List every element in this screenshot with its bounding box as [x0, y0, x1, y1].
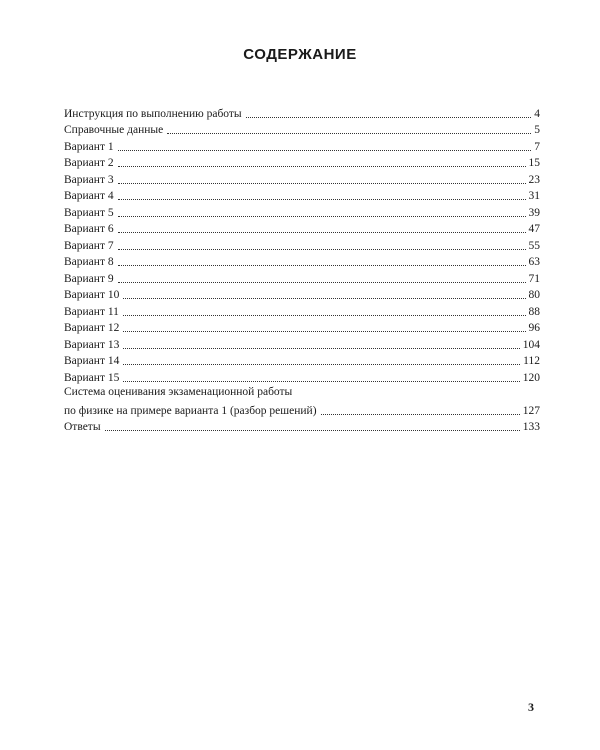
toc-entry-label: Вариант 1	[64, 140, 114, 153]
toc-entry-label: Вариант 10	[64, 289, 120, 301]
toc-entry-label: Вариант 2	[64, 157, 114, 169]
toc-entry	[64, 203, 540, 220]
toc-entry	[64, 187, 540, 204]
toc-leader-dots	[123, 314, 526, 316]
toc-entry	[64, 220, 540, 237]
toc-leader-dots	[123, 347, 519, 349]
toc-entry-page: 23	[528, 173, 540, 186]
toc-entry-page: 127	[522, 404, 540, 417]
toc-entry	[64, 137, 540, 154]
toc-entry-label: Вариант 3	[64, 173, 114, 186]
toc-entry	[64, 418, 540, 435]
toc-entry-label: Вариант 9	[64, 272, 114, 285]
toc-leader-dots	[118, 182, 526, 184]
toc-leader-dots	[118, 198, 526, 200]
toc-leader-dots	[118, 281, 526, 283]
toc-entry-page: 120	[522, 371, 540, 384]
toc-entry-label: Справочные данные	[64, 124, 164, 136]
toc-leader-dots	[123, 297, 525, 299]
toc-entry-label: по физике на примере варианта 1 (разбор решений)	[64, 404, 317, 417]
toc-leader-dots	[321, 413, 520, 415]
toc-leader-dots	[118, 248, 526, 250]
toc-entry-label: Вариант 14	[64, 355, 120, 367]
toc-entry-page: 7	[534, 140, 540, 153]
toc-leader-dots	[123, 363, 520, 365]
toc-entry-page: 80	[528, 289, 540, 301]
toc-entry-label: Вариант 15	[64, 371, 120, 384]
toc-entry-page: 88	[528, 305, 540, 318]
toc-entry	[64, 401, 540, 418]
toc-entry-page: 133	[522, 421, 540, 433]
toc-entry-page: 31	[528, 190, 540, 202]
toc-entry	[64, 352, 540, 369]
toc-entry	[64, 154, 540, 171]
page-title: СОДЕРЖАНИЕ	[243, 46, 357, 63]
toc-entry	[64, 170, 540, 187]
table-of-contents	[64, 104, 540, 434]
toc-entry	[64, 335, 540, 352]
toc-entry-page: 63	[528, 256, 540, 268]
toc-entry	[64, 302, 540, 319]
toc-entry-label: Вариант 11	[64, 305, 119, 318]
toc-entry-label: Вариант 5	[64, 206, 114, 219]
toc-leader-dots	[123, 330, 525, 332]
toc-leader-dots	[118, 165, 526, 167]
toc-entry-label: Вариант 8	[64, 256, 114, 268]
toc-leader-dots	[246, 116, 532, 118]
page-number: 3	[528, 700, 534, 714]
toc-entry-label: Инструкция по выполнению работы	[64, 107, 242, 120]
toc-leader-dots	[105, 429, 520, 431]
toc-entry-label: Вариант 13	[64, 338, 120, 351]
toc-entry	[64, 286, 540, 303]
toc-entry	[64, 319, 540, 336]
toc-entry-page: 39	[528, 206, 540, 219]
toc-entry-page: 55	[528, 239, 540, 252]
toc-entry	[64, 253, 540, 270]
toc-entry-page: 96	[528, 322, 540, 334]
toc-entry-page: 47	[528, 223, 540, 235]
toc-entry-page: 104	[522, 338, 540, 351]
toc-leader-dots	[118, 215, 526, 217]
toc-entry-label: Вариант 7	[64, 239, 114, 252]
toc-leader-dots	[123, 380, 519, 382]
toc-entry-line1	[64, 385, 540, 402]
toc-entry-page: 5	[534, 124, 540, 136]
toc-entry-page: 15	[528, 157, 540, 169]
toc-leader-dots	[118, 231, 526, 233]
toc-entry-label: Вариант 6	[64, 223, 114, 235]
toc-entry	[64, 104, 540, 121]
toc-entry-label: Вариант 4	[64, 190, 114, 202]
toc-entry	[64, 269, 540, 286]
toc-entry-page: 71	[528, 272, 540, 285]
toc-entry-label: Вариант 12	[64, 322, 120, 334]
toc-entry-label: Система оценивания экзаменационной работы	[64, 385, 293, 398]
toc-leader-dots	[167, 132, 531, 134]
toc-entry-page: 4	[534, 107, 540, 120]
toc-entry-label: Ответы	[64, 421, 101, 433]
toc-leader-dots	[118, 149, 532, 151]
toc-entry	[64, 368, 540, 385]
toc-entry	[64, 236, 540, 253]
toc-entry	[64, 121, 540, 138]
toc-leader-dots	[118, 264, 526, 266]
toc-entry-page: 112	[523, 355, 540, 367]
